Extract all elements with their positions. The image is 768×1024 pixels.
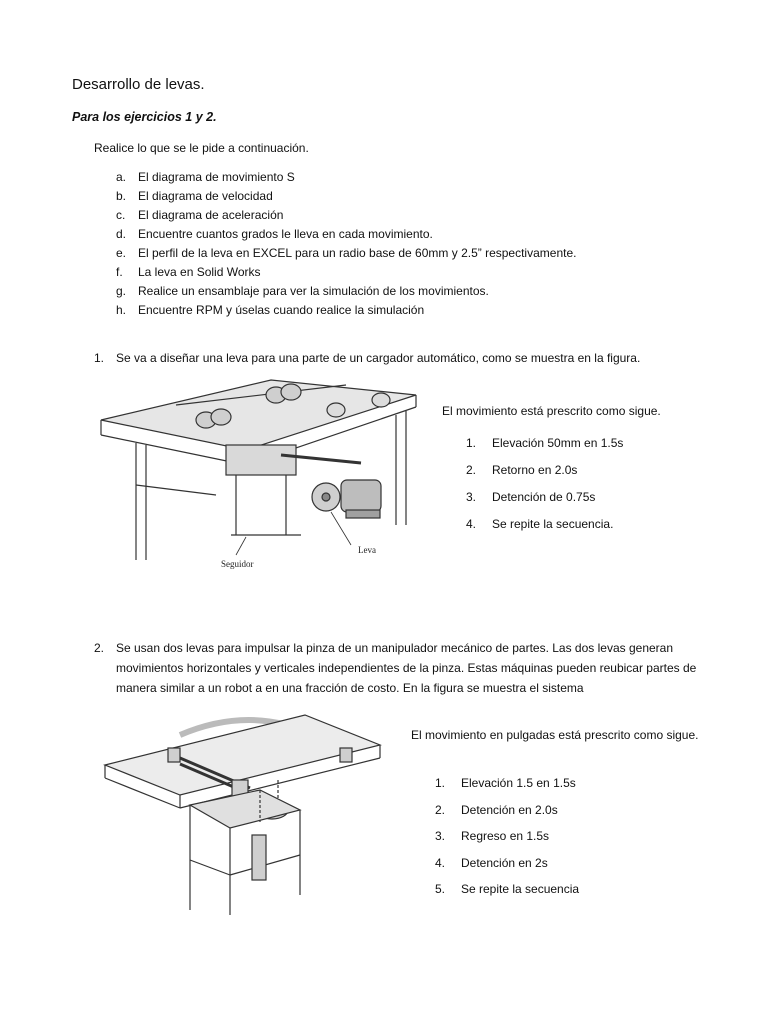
manipulator-figure xyxy=(100,710,385,920)
list-item-text: Detención de 0.75s xyxy=(492,490,596,504)
list-item xyxy=(466,484,623,511)
exercise-2-statement xyxy=(94,638,704,698)
list-item-text: El perfil de la leva en EXCEL para un radio base de 60mm y 2.5” respectivamente. xyxy=(138,246,577,260)
list-item xyxy=(466,511,623,538)
list-marker: 2. xyxy=(466,463,477,477)
list-item xyxy=(435,850,579,877)
list-marker: 3. xyxy=(435,829,446,843)
list-item-text: Se repite la secuencia. xyxy=(492,517,614,531)
list-marker: 5. xyxy=(435,882,446,896)
list-marker: 1. xyxy=(466,436,477,450)
list-item xyxy=(435,770,579,797)
list-marker: a. xyxy=(116,170,127,184)
list-item-text: Detención en 2s xyxy=(461,855,548,870)
list-item xyxy=(435,797,579,824)
list-marker: f. xyxy=(116,265,123,279)
list-item-text: Encuentre cuantos grados le lleva en cada movimiento. xyxy=(138,227,433,241)
list-item xyxy=(116,282,576,301)
list-marker: c. xyxy=(116,208,126,222)
cam-loader-figure xyxy=(96,375,436,575)
list-item-text: El diagrama de velocidad xyxy=(138,189,273,203)
exercise-2-motion-intro: El movimiento en pulgadas está prescrito como sigue. xyxy=(411,728,699,742)
list-marker: 3. xyxy=(466,490,477,504)
list-item-text: Detención en 2.0s xyxy=(461,802,558,817)
list-item-text: El diagrama de aceleración xyxy=(138,208,284,222)
list-marker: 4. xyxy=(435,855,446,870)
list-item xyxy=(116,206,576,225)
task-list xyxy=(116,168,576,320)
list-marker: b. xyxy=(116,189,127,203)
list-item xyxy=(466,457,623,484)
exercises-subtitle: Para los ejercicios 1 y 2. xyxy=(72,110,217,124)
list-item-text: Elevación 50mm en 1.5s xyxy=(492,436,624,450)
list-item-text: Elevación 1.5 en 1.5s xyxy=(461,776,576,790)
list-marker: 1. xyxy=(435,776,446,790)
list-item-text: Encuentre RPM y úselas cuando realice la simulación xyxy=(138,303,425,317)
list-item xyxy=(116,263,576,282)
exercise-1-motion-intro: El movimiento está prescrito como sigue. xyxy=(442,404,661,418)
list-item-text: La leva en Solid Works xyxy=(138,265,261,279)
list-item xyxy=(435,876,579,903)
list-item-text: El diagrama de movimiento S xyxy=(138,170,295,184)
list-marker: e. xyxy=(116,246,127,260)
list-marker: 4. xyxy=(466,517,477,531)
list-item-text: Se repite la secuencia xyxy=(461,882,580,896)
figure-label-cam: Leva xyxy=(358,545,376,555)
exercise-1-steps xyxy=(466,430,623,538)
exercise-text: Se va a diseñar una leva para una parte de un cargador automático, como se muestra en la figura. xyxy=(116,351,641,365)
list-item-text: Retorno en 2.0s xyxy=(492,463,578,477)
list-marker: h. xyxy=(116,303,127,317)
instructions-intro: Realice lo que se le pide a continuación. xyxy=(94,141,309,155)
list-item-text: Realice un ensamblaje para ver la simulación de los movimientos. xyxy=(138,284,489,298)
list-item xyxy=(116,168,576,187)
list-item xyxy=(116,244,576,263)
exercise-1-statement xyxy=(94,348,714,368)
exercise-2-steps xyxy=(435,770,579,903)
list-item xyxy=(116,301,576,320)
page-title: Desarrollo de levas. xyxy=(72,76,205,93)
exercise-number: 2. xyxy=(94,641,105,655)
list-item-text: Regreso en 1.5s xyxy=(461,829,550,843)
list-marker: 2. xyxy=(435,802,446,817)
list-item xyxy=(435,823,579,850)
list-marker: g. xyxy=(116,284,127,298)
list-item xyxy=(116,225,576,244)
exercise-text: Se usan dos levas para impulsar la pinza de un manipulador mecánico de partes. Las dos levas generan movimientos horizontales y verticales independientes de la pinza. Estas máquinas pueden reubicar partes de manera similar a un robot a en una fracción de costo. En la figura se muestra el sistema xyxy=(116,641,697,695)
exercise-number: 1. xyxy=(94,351,105,365)
list-item xyxy=(466,430,623,457)
figure-label-follower: Seguidor xyxy=(221,559,254,569)
list-marker: d. xyxy=(116,227,127,241)
list-item xyxy=(116,187,576,206)
